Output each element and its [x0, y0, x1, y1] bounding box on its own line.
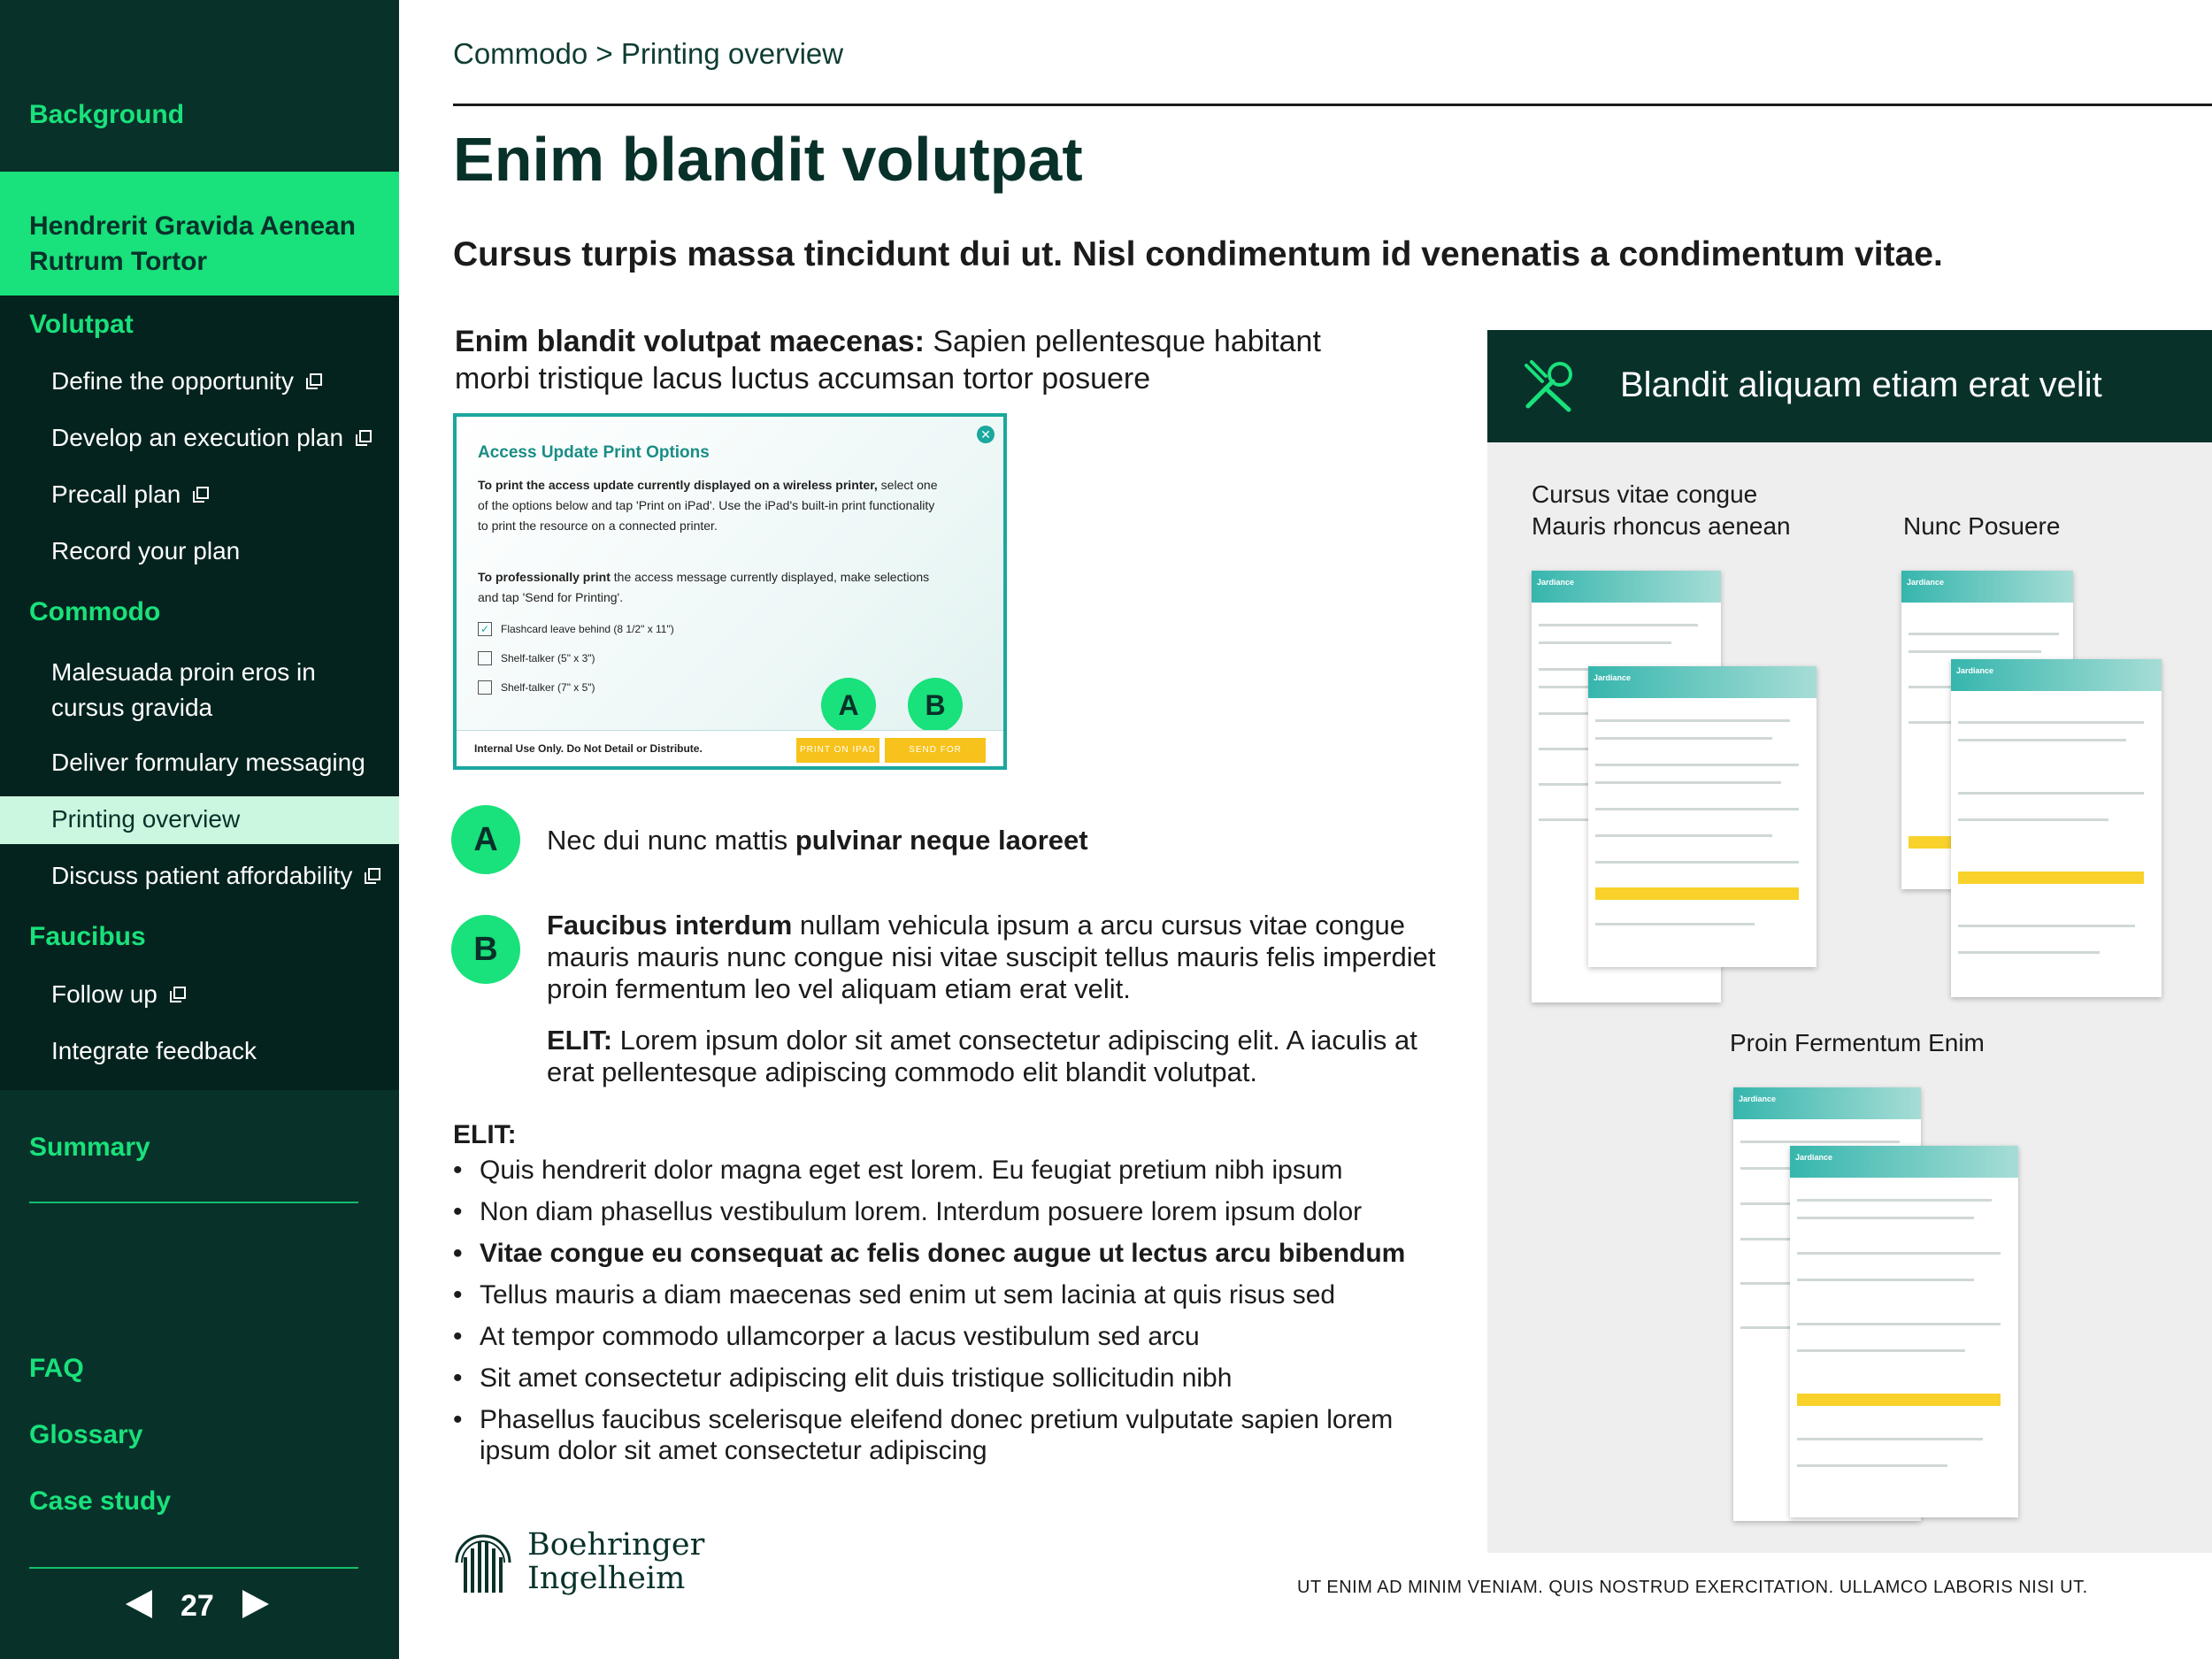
sidebar-item-label: Follow up: [51, 980, 157, 1008]
page-subtitle: Cursus turpis massa tincidunt dui ut. Nisl condimentum id venenatis a condimentum vitae.: [453, 235, 1943, 273]
dialog-instructions-2-text: the access message currently displayed, make selections and tap 'Send for Printing'.: [478, 570, 930, 604]
company-logo: [451, 1527, 704, 1596]
sidebar-item-label: Precall plan: [51, 480, 181, 508]
option-label: Shelf-talker (7" x 5"): [501, 681, 595, 694]
list-item: • Quis hendrerit dolor magna eget est lorem. Eu feugiat pretium nibh ipsum: [453, 1155, 1462, 1186]
checkbox-unchecked[interactable]: [478, 680, 492, 695]
panel-label-shelf-talker: Nunc Posuere: [1903, 512, 2061, 540]
sidebar-section-commodo[interactable]: Commodo: [29, 597, 161, 626]
print-materials-panel: [1487, 330, 2212, 1553]
checkbox-checked[interactable]: ✓: [478, 622, 492, 636]
sidebar-item-label: Deliver formulary messaging: [51, 749, 365, 776]
list-item: • Vitae congue eu consequat ac felis donec augue ut lectus arcu bibendum: [453, 1238, 1462, 1269]
sidebar-item-malesuada[interactable]: [51, 655, 352, 726]
legend-elit-text: [547, 1025, 1467, 1088]
dialog-instructions-1-bold: To print the access update currently displayed on a wireless printer,: [478, 478, 878, 492]
logo-mark-icon: [451, 1527, 515, 1596]
flyer-thumbnail-front: [1790, 1146, 2018, 1517]
logo-line-2: Ingelheim: [527, 1561, 686, 1596]
sidebar-item-label: Develop an execution plan: [51, 424, 344, 451]
external-link-icon: [365, 868, 380, 884]
doc-brand: Jardiance: [1537, 578, 1575, 587]
sidebar-item-label: Malesuada proin eros in cursus gravida: [51, 658, 316, 721]
panel-title: Blandit aliquam etiam erat velit: [1620, 365, 2102, 404]
tools-icon: [1519, 357, 1578, 415]
legend-elit-plain: Lorem ipsum dolor sit amet consectetur adipiscing elit. A iaculis at erat pellentesque adipiscing commodo elit blandit volutpat.: [547, 1025, 1417, 1087]
breadcrumb[interactable]: Commodo > Printing overview: [453, 37, 844, 70]
send-for-printing-button[interactable]: SEND FOR PRINTING: [885, 738, 986, 763]
print-on-ipad-button[interactable]: PRINT ON IPAD: [796, 738, 879, 763]
sidebar-divider: [29, 1567, 358, 1569]
sidebar-link-case-study[interactable]: Case study: [29, 1486, 172, 1516]
doc-brand: Jardiance: [1739, 1094, 1777, 1103]
legend-elit-bold: ELIT:: [547, 1025, 613, 1056]
print-options-dialog: [453, 413, 1007, 780]
sidebar-link-faq[interactable]: FAQ: [29, 1354, 84, 1383]
sidebar-item-precall[interactable]: [51, 477, 209, 512]
list-item: • Sit amet consectetur adipiscing elit duis tristique sollicitudin nibh: [453, 1363, 1462, 1394]
external-link-icon: [356, 430, 372, 446]
sidebar-item-discuss[interactable]: [51, 858, 380, 894]
sidebar-item-label: Printing overview: [51, 805, 241, 833]
dialog-footer-note: Internal Use Only. Do Not Detail or Distribute.: [474, 742, 703, 755]
list-item: • At tempor commodo ullamcorper a lacus vestibulum sed arcu: [453, 1321, 1462, 1352]
checkbox-unchecked[interactable]: [478, 651, 492, 665]
dialog-marker-a: A: [821, 678, 876, 733]
dialog-instructions-2: [478, 567, 938, 608]
sidebar-item-record[interactable]: [51, 534, 240, 569]
sidebar: [0, 0, 399, 1659]
sidebar-link-glossary[interactable]: Glossary: [29, 1420, 143, 1449]
option-label: Flashcard leave behind (8 1/2" x 11"): [501, 623, 674, 635]
legend-marker-b: B: [451, 915, 520, 984]
bullet-list: [453, 1155, 1462, 1477]
logo-line-1: Boehringer: [527, 1527, 705, 1563]
dialog-marker-b: B: [908, 678, 963, 733]
sidebar-section-background[interactable]: Background: [29, 100, 185, 129]
intro-paragraph: [455, 323, 1393, 397]
sidebar-section-faucibus[interactable]: Faucibus: [29, 922, 146, 951]
close-icon[interactable]: ✕: [977, 426, 995, 443]
dialog-title: Access Update Print Options: [478, 443, 710, 462]
list-label: ELIT:: [453, 1120, 517, 1149]
option-shelf-talker-large[interactable]: [478, 680, 595, 695]
prev-page-icon[interactable]: [124, 1588, 154, 1624]
sidebar-item-label: Integrate feedback: [51, 1037, 257, 1064]
legend-b-plain: nullam vehicula ipsum a arcu cursus vitae congue mauris mauris nunc congue nisi vitae suscipit tellus mauris felis imperdiet proin fermentum leo vel aliquam etiam erat velit.: [547, 910, 1436, 1004]
legend-b-text: [547, 910, 1467, 1005]
legend-marker-a: A: [451, 805, 520, 874]
legend-a-plain: Nec dui nunc mattis: [547, 825, 795, 856]
panel-label-flashcard: Cursus vitae congue Mauris rhoncus aenean: [1532, 480, 1791, 540]
legend-b-bold: Faucibus interdum: [547, 910, 793, 941]
list-item: • Tellus mauris a diam maecenas sed enim ut sem lacinia at quis risus sed: [453, 1279, 1462, 1310]
page-title: Enim blandit volutpat: [453, 125, 1083, 194]
doc-brand: Jardiance: [1795, 1153, 1833, 1162]
intro-lead: Enim blandit volutpat maecenas:: [455, 325, 925, 358]
next-page-icon[interactable]: [241, 1588, 271, 1624]
footer-disclaimer: UT ENIM AD MINIM VENIAM. QUIS NOSTRUD EXERCITATION. ULLAMCO LABORIS NISI UT.: [1297, 1578, 2088, 1597]
sidebar-item-printing[interactable]: [51, 802, 240, 837]
pager: [124, 1588, 271, 1624]
option-label: Shelf-talker (5" x 3"): [501, 652, 595, 664]
intro-text: Sapien pellentesque habitant morbi tristique lacus luctus accumsan tortor posuere: [455, 325, 1321, 396]
sidebar-item-label: Record your plan: [51, 537, 241, 565]
logo-wordmark: [527, 1528, 704, 1595]
external-link-icon: [306, 373, 322, 389]
sidebar-section-volutpat[interactable]: Volutpat: [29, 310, 134, 339]
list-item: • Phasellus faucibus scelerisque eleifend donec pretium vulputate sapien lorem ipsum dolor sit amet consectetur adipiscing: [453, 1404, 1462, 1466]
sidebar-item-integrate[interactable]: [51, 1033, 257, 1069]
sidebar-divider: [29, 1202, 358, 1203]
legend-a-text: [547, 825, 1467, 856]
option-shelf-talker-small[interactable]: [478, 651, 595, 665]
panel-label-flyer: Proin Fermentum Enim: [1730, 1029, 1985, 1056]
sidebar-section-summary[interactable]: Summary: [29, 1133, 150, 1162]
doc-brand: Jardiance: [1956, 666, 1994, 675]
sidebar-item-develop[interactable]: [51, 420, 372, 456]
sidebar-item-label: Define the opportunity: [51, 367, 294, 395]
external-link-icon: [193, 487, 209, 503]
dialog-footer: [457, 730, 1003, 780]
legend-a-bold: pulvinar neque laoreet: [795, 825, 1088, 856]
dialog-instructions-1: [478, 475, 938, 536]
sidebar-item-label: Discuss patient affordability: [51, 862, 353, 889]
page-number: 27: [180, 1589, 214, 1623]
panel-header: [1487, 330, 2212, 442]
doc-brand: Jardiance: [1907, 578, 1945, 587]
header-divider: [453, 104, 2212, 106]
shelf-talker-thumbnail-front: [1951, 659, 2162, 997]
dialog-instructions-2-bold: To professionally print: [478, 570, 611, 584]
doc-brand: Jardiance: [1594, 673, 1632, 682]
external-link-icon: [170, 987, 186, 1002]
option-flashcard[interactable]: [478, 622, 674, 636]
dialog-instructions-1-text: select one of the options below and tap 'Print on iPad'. Use the iPad's built-in print functionality to print the resource on a connected printer.: [478, 478, 938, 533]
sidebar-item-define[interactable]: [51, 364, 322, 399]
sidebar-item-follow[interactable]: [51, 977, 186, 1012]
flashcard-thumbnail-front: [1588, 666, 1816, 967]
sidebar-section-active-topic[interactable]: Hendrerit Gravida Aenean Rutrum Tortor: [29, 211, 357, 276]
list-item: • Non diam phasellus vestibulum lorem. Interdum posuere lorem ipsum dolor: [453, 1196, 1462, 1227]
sidebar-item-deliver[interactable]: [51, 745, 365, 780]
